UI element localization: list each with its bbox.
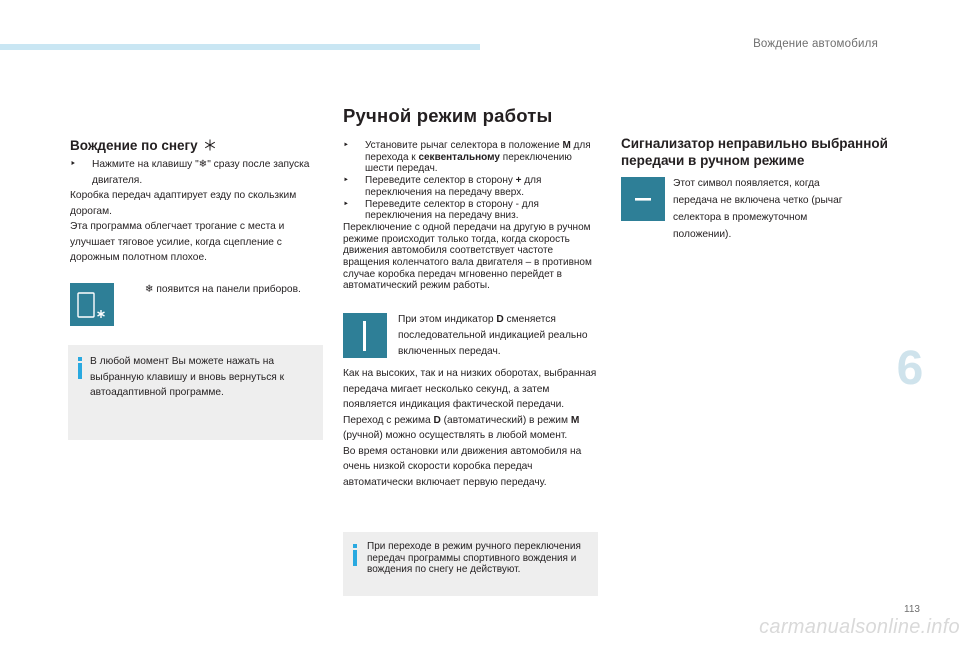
- snow-paragraph-1: Коробка передач адаптирует езду по скользким дорогам.: [70, 190, 297, 217]
- snow-section-title: Вождение по снегу: [70, 138, 216, 153]
- manual-info-text: При переходе в режим ручного переключения передач программы спортивного вождения и вождения по снегу не действуют.: [367, 541, 581, 576]
- manual-paragraph-4: Во время остановки или движения автомобиля на очень низкой скорости коробка передач автоматически включает первую передачу.: [343, 445, 582, 488]
- snow-bullet: ‣ Нажмите на клавишу "❄" сразу после запуска двигателя.: [70, 157, 320, 188]
- manual-paragraph-1: Переключение с одной передачи на другую в ручном режиме происходит только тогда, когда скорость движения автомобиля соответствует частоте вращения коленчатого вала двигателя – в противном случае коробка передач мгновенно перейдет в автоматический режим работы.: [343, 221, 592, 292]
- watermark: carmanualsonline.info: [759, 616, 960, 638]
- manual-paragraph-3: Переход с режима D (автоматический) в режим M (ручной) можно осуществлять в любой момент.: [343, 414, 580, 441]
- top-decorative-bar: [0, 44, 480, 50]
- gear-indicator-box: [343, 313, 387, 358]
- manual-info-box: [343, 532, 598, 596]
- snow-info-box: [68, 345, 323, 440]
- running-header: Вождение автомобиля: [753, 38, 878, 50]
- snow-panel-text: ❄ появится на панели приборов.: [145, 284, 301, 295]
- bullet-arrow-icon: ‣: [343, 140, 349, 151]
- wrong-gear-indicator-box: [621, 177, 665, 221]
- manual-bullet-1: ‣ Установите рычаг селектора в положение M для перехода к секвентальному переключению шести передач.: [343, 140, 591, 175]
- manual-text-block-2: [343, 366, 599, 490]
- gear-indicator-1-icon: [355, 318, 375, 354]
- bullet-arrow-icon: ‣: [343, 198, 349, 210]
- info-icon: [76, 357, 83, 379]
- snow-text-block: [70, 157, 320, 266]
- snow-paragraph-2: Эта программа облегчает трогание с места и улучшает тяговое усилие, когда сцепление с дорожным полотном плохое.: [70, 221, 285, 263]
- manual-mode-instructions: [343, 140, 599, 292]
- display-snowflake-icon: [74, 289, 110, 321]
- bullet-arrow-icon: ‣: [70, 159, 77, 170]
- info-icon: [351, 544, 358, 566]
- snow-display-panel-icon: [70, 283, 114, 326]
- chapter-number: 6: [896, 342, 924, 395]
- manual-bullet-3: ‣ Переведите селектор в сторону - для переключения на передачу вниз.: [343, 198, 539, 222]
- snowflake-icon: [204, 139, 216, 151]
- snow-info-text: В любой момент Вы можете нажать на выбранную клавишу и вновь вернуться к автоадаптивной программе.: [90, 356, 285, 398]
- main-title: Ручной режим работы: [343, 105, 553, 126]
- gear-indicator-text: При этом индикатор D сменяется последовательной индикацией реально включенных передач.: [398, 314, 588, 357]
- wrong-gear-section-title: Сигнализатор неправильно выбранной передачи в ручном режиме: [621, 136, 888, 168]
- dash-indicator-icon: [628, 184, 658, 214]
- page-number: 113: [904, 604, 920, 615]
- manual-bullet-2: ‣ Переведите селектор в сторону + для переключения на передачу вверх.: [343, 175, 542, 198]
- manual-paragraph-2: Как на высоких, так и на низких оборотах, выбранная передача мигает несколько секунд, а затем появляется индикация фактической передачи.: [343, 368, 597, 410]
- bullet-arrow-icon: ‣: [343, 175, 349, 187]
- wrong-gear-text: Этот символ появляется, когда передача не включена четко (рычаг селектора в промежуточном положении).: [673, 178, 843, 240]
